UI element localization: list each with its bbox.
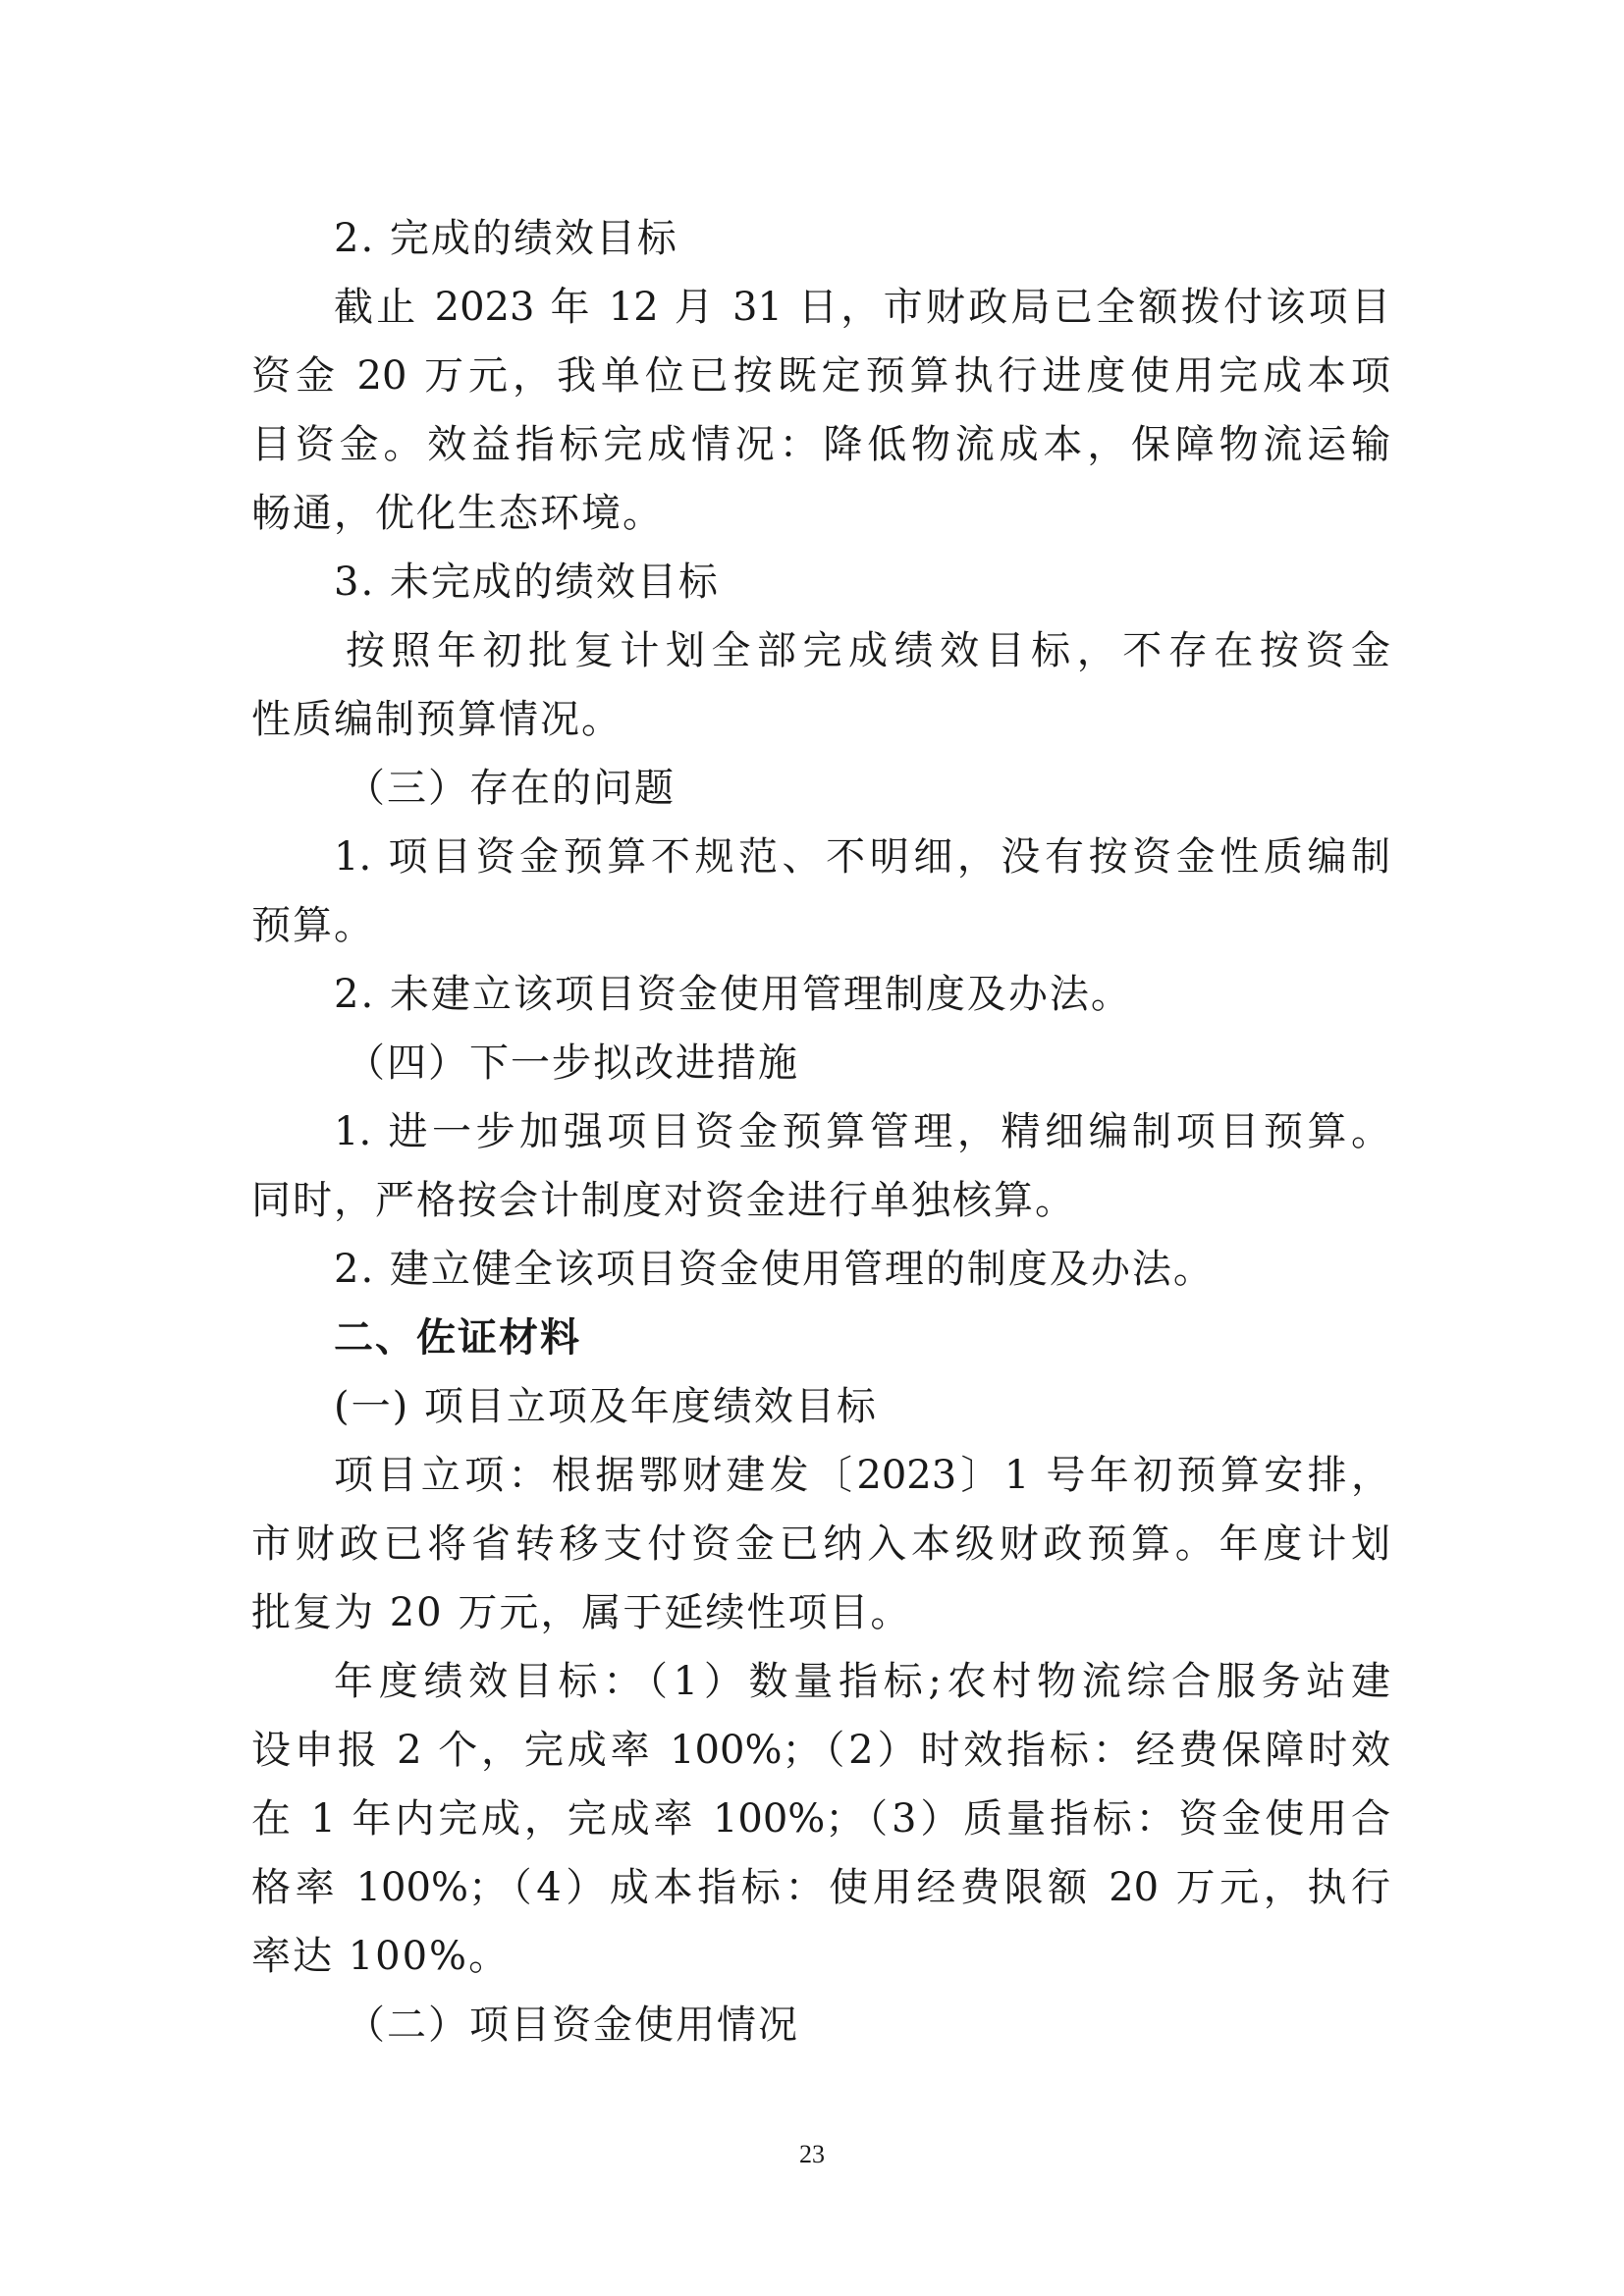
paragraph-line: 资金 20 万元，我单位已按既定预算执行进度使用完成本项: [251, 353, 1390, 399]
paragraph-line: 设申报 2 个，完成率 100%；（2）时效指标：经费保障时效: [251, 1728, 1390, 1773]
paragraph-line: 同时，严格按会计制度对资金进行单独核算。: [251, 1178, 1076, 1223]
subheading-completed-goals: 2. 完成的绩效目标: [334, 216, 678, 261]
section-heading-next-steps: （四）下一步拟改进措施: [346, 1041, 799, 1086]
document-body: [251, 204, 1390, 2059]
paragraph-line: 率达 100%。: [251, 1934, 511, 1979]
section-heading-fund-usage: （二）项目资金使用情况: [346, 2002, 799, 2048]
paragraph-line: 市财政已将省转移支付资金已纳入本级财政预算。年度计划: [251, 1522, 1390, 1567]
paragraph-line: 1. 项目资金预算不规范、不明细，没有按资金性质编制: [334, 834, 1390, 880]
subheading-uncompleted-goals: 3. 未完成的绩效目标: [334, 560, 720, 605]
paragraph-line: 目资金。效益指标完成情况：降低物流成本，保障物流运输: [251, 422, 1390, 467]
page-number: 23: [799, 2140, 825, 2168]
section-heading-project-approval: (一) 项目立项及年度绩效目标: [334, 1384, 878, 1429]
paragraph-line: 截止 2023 年 12 月 31 日，市财政局已全额拨付该项目: [334, 285, 1390, 330]
chapter-heading-evidence: 二、佐证材料: [334, 1315, 581, 1361]
paragraph-line: 2. 建立健全该项目资金使用管理的制度及办法。: [334, 1247, 1215, 1292]
paragraph-line: 格率 100%；（4）成本指标：使用经费限额 20 万元，执行: [251, 1865, 1390, 1910]
paragraph-line: 预算。: [251, 903, 375, 948]
paragraph-line: 在 1 年内完成，完成率 100%；（3）质量指标：资金使用合: [251, 1796, 1390, 1842]
paragraph-line: 1. 进一步加强项目资金预算管理，精细编制项目预算。: [334, 1109, 1390, 1154]
paragraph-line: 项目立项：根据鄂财建发〔2023〕1 号年初预算安排，: [334, 1453, 1390, 1498]
section-heading-problems: （三）存在的问题: [346, 766, 676, 811]
paragraph-line: 批复为 20 万元，属于延续性项目。: [251, 1590, 912, 1635]
paragraph-line: 按照年初批复计划全部完成绩效目标，不存在按资金: [346, 628, 1390, 673]
paragraph-line: 性质编制预算情况。: [251, 697, 623, 742]
paragraph-line: 年度绩效目标：（1）数量指标;农村物流综合服务站建: [334, 1659, 1390, 1704]
paragraph-line: 2. 未建立该项目资金使用管理制度及办法。: [334, 972, 1132, 1017]
paragraph-line: 畅通，优化生态环境。: [251, 491, 664, 536]
